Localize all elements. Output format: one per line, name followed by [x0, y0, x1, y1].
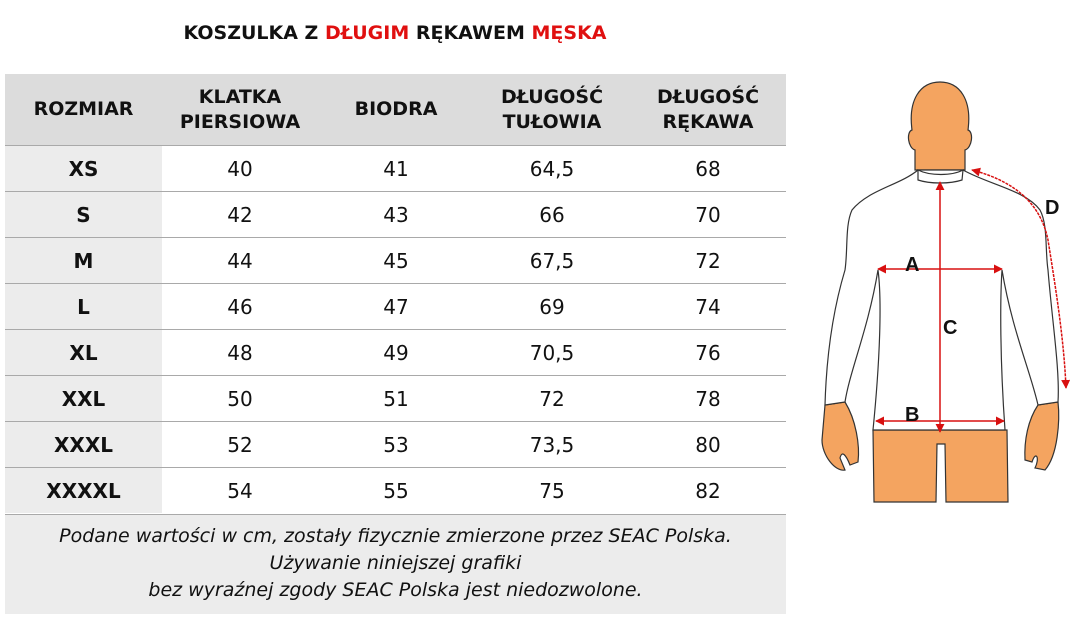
column-header: KLATKA PIERSIOWA — [162, 74, 318, 146]
column-header: DŁUGOŚĆ RĘKAWA — [630, 74, 786, 146]
value-cell: 67,5 — [474, 238, 630, 284]
value-cell: 82 — [630, 468, 786, 514]
size-cell: M — [5, 238, 162, 284]
value-cell: 70 — [630, 192, 786, 238]
value-cell: 48 — [162, 330, 318, 376]
value-cell: 78 — [630, 376, 786, 422]
size-cell: XXXL — [5, 422, 162, 468]
value-cell: 44 — [162, 238, 318, 284]
value-cell: 80 — [630, 422, 786, 468]
value-cell: 45 — [318, 238, 474, 284]
column-header: BIODRA — [318, 74, 474, 146]
value-cell: 72 — [474, 376, 630, 422]
column-header: ROZMIAR — [5, 74, 162, 146]
footer-line: Używanie niniejszej grafiki — [269, 552, 522, 574]
pants — [873, 430, 1008, 502]
size-cell: L — [5, 284, 162, 330]
value-cell: 68 — [630, 146, 786, 192]
size-cell: XXXXL — [5, 468, 162, 514]
footer-line: bez wyraźnej zgody SEAC Polska jest niedozwolone. — [148, 579, 643, 601]
value-cell: 53 — [318, 422, 474, 468]
label-a: A — [905, 254, 920, 276]
label-b: B — [905, 404, 920, 426]
title-highlight: DŁUGIM — [324, 22, 410, 44]
value-cell: 74 — [630, 284, 786, 330]
value-cell: 50 — [162, 376, 318, 422]
label-d: D — [1045, 197, 1060, 219]
value-cell: 52 — [162, 422, 318, 468]
value-cell: 55 — [318, 468, 474, 514]
value-cell: 41 — [318, 146, 474, 192]
label-c: C — [943, 317, 958, 339]
value-cell: 40 — [162, 146, 318, 192]
right-hand — [1025, 402, 1059, 470]
size-cell: S — [5, 192, 162, 238]
size-cell: XXL — [5, 376, 162, 422]
head-icon — [908, 82, 971, 170]
size-cell: XL — [5, 330, 162, 376]
title-text: KOSZULKA Z — [183, 22, 325, 44]
value-cell: 43 — [318, 192, 474, 238]
left-hand — [822, 402, 858, 470]
value-cell: 64,5 — [474, 146, 630, 192]
value-cell: 51 — [318, 376, 474, 422]
title-text: RĘKAWEM — [409, 22, 532, 44]
value-cell: 46 — [162, 284, 318, 330]
shirt — [825, 170, 1058, 430]
value-cell: 72 — [630, 238, 786, 284]
column-header: DŁUGOŚĆ TUŁOWIA — [474, 74, 630, 146]
value-cell: 49 — [318, 330, 474, 376]
value-cell: 69 — [474, 284, 630, 330]
value-cell: 75 — [474, 468, 630, 514]
value-cell: 42 — [162, 192, 318, 238]
value-cell: 66 — [474, 192, 630, 238]
value-cell: 73,5 — [474, 422, 630, 468]
value-cell: 76 — [630, 330, 786, 376]
value-cell: 70,5 — [474, 330, 630, 376]
size-cell: XS — [5, 146, 162, 192]
title-highlight: MĘSKA — [531, 22, 607, 44]
footer-line: Podane wartości w cm, zostały fizycznie zmierzone przez SEAC Polska. — [59, 525, 732, 547]
value-cell: 47 — [318, 284, 474, 330]
value-cell: 54 — [162, 468, 318, 514]
